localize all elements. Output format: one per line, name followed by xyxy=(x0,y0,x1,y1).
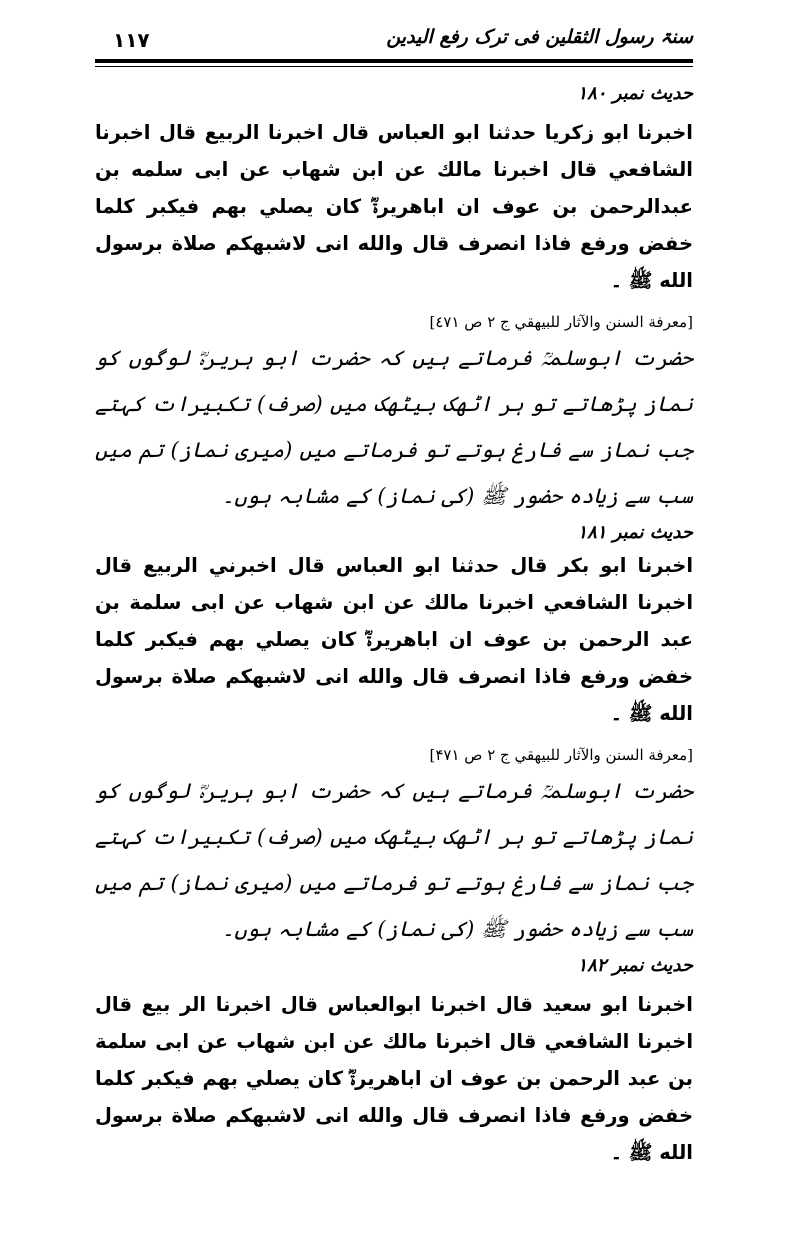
page-number: ١١٧ xyxy=(113,28,150,52)
urdu-translation: حضرت ابوسلمہؒ فرماتے ہیں کہ حضرت ابو ہریرہؓ لوگوں کو نماز پڑھاتے تو ہر اٹھک بیٹھک میں (صرف) تکبیرات کہتے جب نماز سے فارغ ہوتے تو فرماتے میں (میری نماز) تم میں سب سے زیادہ حضور ﷺ (کی نماز) کے مشابہ ہوں۔ xyxy=(95,779,693,941)
hadith-heading: حدیث نمبر ۱۸۰ xyxy=(577,83,693,104)
book-title: سنۃ رسول الثقلین فی ترک رفع الیدین xyxy=(386,26,693,48)
hadith-heading: حدیث نمبر ۱۸۲ xyxy=(577,955,693,976)
running-header xyxy=(95,24,693,58)
header-rule-thick xyxy=(95,59,693,63)
arabic-text: اخبرنا ابو سعيد قال اخبرنا ابوالعباس قال اخبرنا الر بيع قال اخبرنا الشافعي قال اخبرنا مالك عن ابن شهاب عن ابى سلمة بن عبد الرحمن بن عوف ان اباهريرةؓ كان يصلي بهم فيكبر كلما خفض ورفع فاذا انصرف قال والله انى لاشبهكم صلاة برسول الله ﷺ ۔ xyxy=(95,993,693,1164)
hadith-heading: حدیث نمبر ۱۸۱ xyxy=(577,522,693,543)
page-body xyxy=(95,80,693,1171)
header-rule-thin xyxy=(95,66,693,67)
citation: [معرفة السنن والآثار للبيهقي ج ۲ ص ۴۷۱] xyxy=(429,746,693,764)
arabic-text: اخبرنا ابو بكر قال حدثنا ابو العباس قال اخبرني الربيع قال اخبرنا الشافعي اخبرنا مالك عن ابن شهاب عن ابى سلمة بن عبد الرحمن بن عوف ان اباهريرةؓ كان يصلي بهم فيكبر كلما خفض ورفع فاذا انصرف قال والله انى لاشبهكم صلاة برسول الله ﷺ ۔ xyxy=(95,554,693,725)
arabic-text: اخبرنا ابو زكريا حدثنا ابو العباس قال اخبرنا الربيع قال اخبرنا الشافعي قال اخبرنا مالك عن ابن شهاب عن ابى سلمه بن عبدالرحمن بن عوف ان اباهريرةؓ كان يصلي بهم فيكبر كلما خفض ورفع فاذا انصرف قال والله انى لاشبهكم صلاة برسول الله ﷺ ۔ xyxy=(95,121,693,292)
citation: [معرفة السنن والآثار للبيهقي ج ٢ ص ٤٧١] xyxy=(429,313,693,331)
urdu-translation: حضرت ابوسلمہؒ فرماتے ہیں کہ حضرت ابو ہریرہؓ لوگوں کو نماز پڑھاتے تو ہر اٹھک بیٹھک میں (صرف) تکبیرات کہتے جب نماز سے فارغ ہوتے تو فرماتے میں (میری نماز) تم میں سب سے زیادہ حضور ﷺ (کی نماز) کے مشابہ ہوں۔ xyxy=(95,346,693,508)
